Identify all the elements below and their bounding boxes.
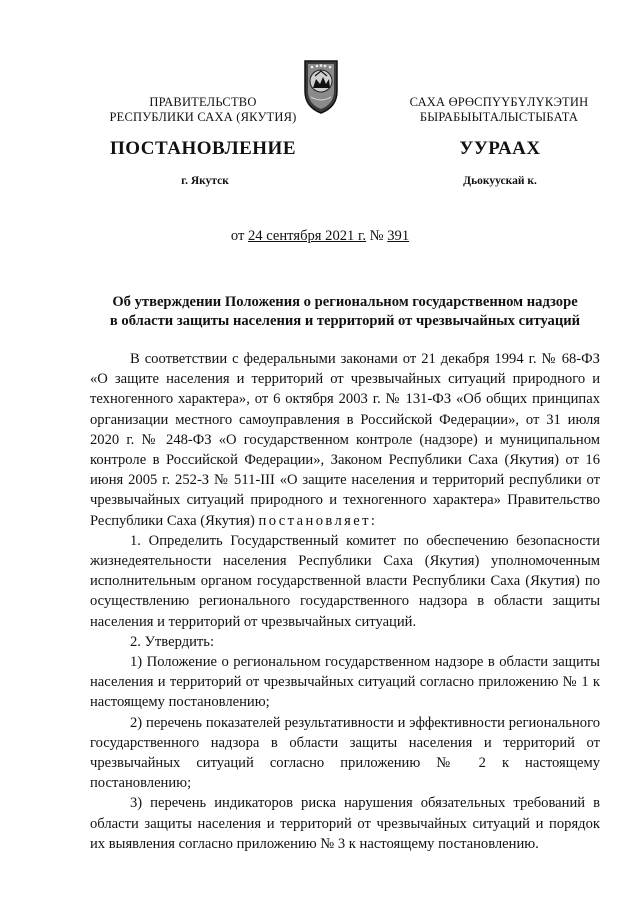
date-prefix: от (230, 228, 245, 244)
right-header-title: УУРААХ (459, 138, 541, 159)
left-header-line2: РЕСПУБЛИКИ САХА (ЯКУТИЯ) (109, 110, 297, 124)
left-header-title: ПОСТАНОВЛЕНИЕ (109, 138, 297, 159)
document-title-line2: в области защиты населения и территорий от чрезвычайных ситуаций (109, 313, 581, 329)
decree-date: 24 сентября 2021 г. (248, 228, 366, 244)
number-sign: № (369, 228, 384, 244)
item-2-3: 3) перечень индикаторов риска нарушения обязательных требований в области защиты населения и территорий от чрезвычайных ситуаций и порядок их выявления согласно приложению № 3 к настоящему постановлению. (90, 795, 600, 852)
right-header-org (396, 95, 602, 125)
date-line (200, 228, 440, 245)
item-1: 1. Определить Государственный комитет по обеспечению безопасности жизнедеятельности населения Республики Саха (Якутия) уполномоченным исполнительным органом государственной власти Республики Саха (Якутия) по осуществлению регионального государственного надзора в области защиты населения и территорий от чрезвычайных ситуаций. (90, 532, 600, 630)
right-header-line2: БЫРАБЫЫТАЛЫСТЫБАТА (419, 110, 579, 124)
decree-word: постановляет: (258, 512, 378, 529)
document-body (90, 349, 600, 854)
decree-number: 391 (387, 228, 410, 244)
left-header-city: г. Якутск (181, 175, 229, 187)
left-header-org (100, 95, 306, 125)
preamble-text: В соответствии с федеральными законами от 21 декабря 1994 г. № 68-ФЗ «О защите населения и территорий от чрезвычайных ситуаций природного и техногенного характера», от 6 октября 2003 г. № 131-ФЗ «Об общих принципах организации местного самоуправления в Российской Федерации», от 31 июля 2020 г. № 248-ФЗ «О государственном контроле (надзоре) и муниципальном контроле в Российской Федерации», Законом Республики Саха (Якутия) от 16 июня 2005 г. 252-З № 511-III «О защите населения и территорий республики от чрезвычайных ситуаций природного и техногенного характера» Правительство Республики Саха (Якутия) (90, 351, 600, 529)
item-2-2: 2) перечень показателей результативности и эффективности регионального государственного надзора в области защиты населения и территорий от чрезвычайных ситуаций согласно приложению № 2 к настоящему постановлению; (90, 714, 600, 792)
left-header-line1: ПРАВИТЕЛЬСТВО (149, 95, 257, 109)
preamble-paragraph (90, 349, 600, 531)
item-2-1: 1) Положение о региональном государственном надзоре в области защиты населения и территорий от чрезвычайных ситуаций согласно приложению № 1 к настоящему постановлению; (90, 654, 600, 711)
document-title (90, 293, 600, 331)
emblem-icon (299, 57, 343, 115)
right-header-city: Дьокуускай к. (463, 175, 537, 187)
item-2: 2. Утвердить: (130, 633, 215, 650)
right-header-line1: САХА ӨРӨСПҮҮБҮЛҮКЭТИН (409, 95, 589, 109)
document-title-line1: Об утверждении Положения о региональном государственном надзоре (112, 294, 578, 310)
